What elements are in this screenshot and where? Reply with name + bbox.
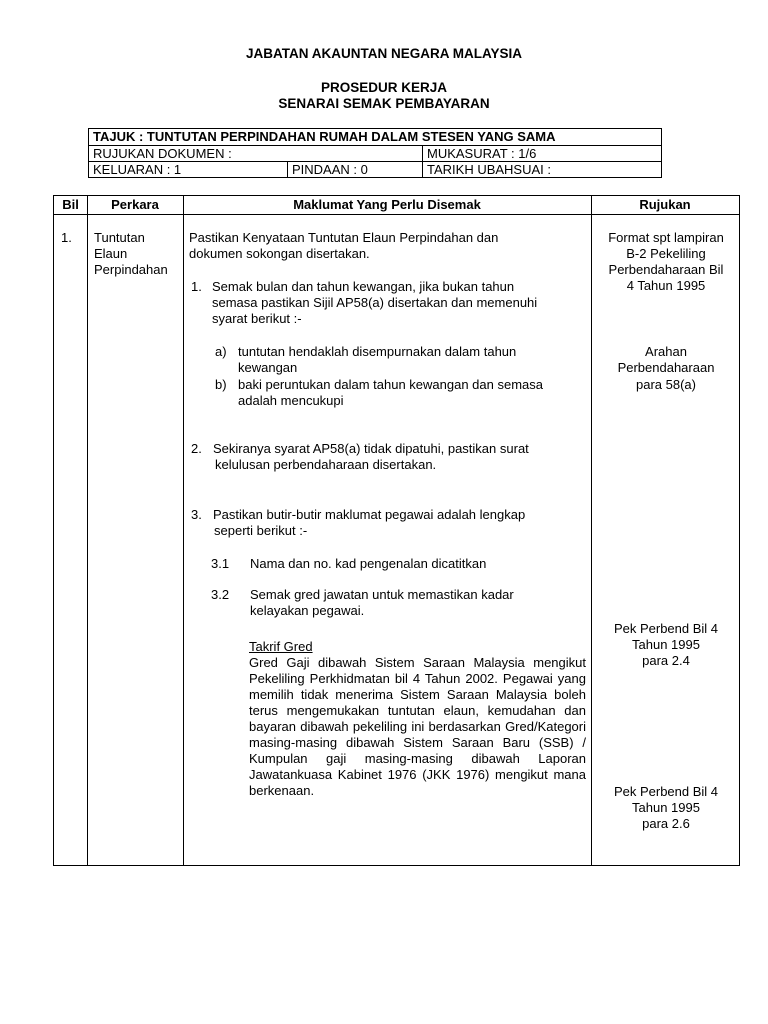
- header-rujukan: Rujukan: [639, 197, 691, 212]
- checklist-table: [53, 195, 740, 866]
- sub-item-line: Semak gred jawatan untuk memastikan kadar: [250, 587, 514, 602]
- rujukan-line: B-2 Pekeliling: [626, 246, 706, 261]
- perkara-line: Elaun: [94, 246, 128, 261]
- row-number: 1.: [61, 230, 72, 245]
- info-row-keluaran: [89, 161, 661, 177]
- mukasurat-cell: MUKASURAT : 1/6: [422, 146, 661, 161]
- item-number: 3.: [191, 507, 202, 522]
- rujukan-line: Tahun 1995: [632, 637, 700, 652]
- perkara-line: Perpindahan: [94, 262, 168, 277]
- rujukan-line: Perbendaharaan Bil: [608, 262, 724, 277]
- organization-title: JABATAN AKAUNTAN NEGARA MALAYSIA: [246, 46, 522, 61]
- sub-item-number: 3.1: [211, 556, 230, 571]
- sub-item-line: baki peruntukan dalam tahun kewangan dan semasa: [238, 377, 543, 392]
- rujukan-line: Pek Perbend Bil 4: [613, 621, 719, 636]
- header-perkara: Perkara: [111, 197, 159, 212]
- procedure-title: PROSEDUR KERJA: [320, 80, 448, 95]
- column-divider: [183, 196, 184, 865]
- takrif-gred-paragraph: Gred Gaji dibawah Sistem Saraan Malaysia mengikut Pekeliling Perkhidmatan bil 4 Tahun 2002. Pegawai yang memilih tidak menerima Sistem Saraan Malaysia boleh terus mengemukakan tuntutan elaun, kemudahan dan bayaran dibawah pekeliling ini berdasarkan Gred/Kategori masing-masing dibawah Sistem Saraan Baru (SSB) / Kumpulan gaji masing-masing dibawah Laporan Jawatankuasa Kabinet 1976 (JKK 1976) mengikut mana berkenaan.: [249, 655, 586, 798]
- item-line: semasa pastikan Sijil AP58(a) disertakan dan memenuhi: [212, 295, 538, 310]
- sub-item-line: tuntutan hendaklah disempurnakan dalam tahun: [238, 344, 517, 359]
- rujukan-line: Tahun 1995: [632, 800, 700, 815]
- tarikh-ubahsuai-cell: TARIKH UBAHSUAI :: [422, 162, 661, 177]
- perkara-line: Tuntutan: [94, 230, 145, 245]
- column-divider: [87, 196, 88, 865]
- column-divider: [591, 196, 592, 865]
- rujukan-dokumen-cell: RUJUKAN DOKUMEN :: [93, 146, 232, 161]
- item-line: seperti berikut :-: [214, 523, 308, 538]
- item-line: kelulusan perbendaharaan disertakan.: [215, 457, 437, 472]
- sub-item-number: 3.2: [211, 587, 230, 602]
- item-number: 1.: [191, 279, 202, 294]
- item-line: syarat berikut :-: [212, 311, 302, 326]
- item-line: Semak bulan dan tahun kewangan, jika bukan tahun: [212, 279, 515, 294]
- rujukan-line: Format spt lampiran: [608, 230, 724, 245]
- sub-item-line: kelayakan pegawai.: [250, 603, 365, 618]
- sub-item-label: b): [215, 377, 227, 392]
- tajuk-cell: TAJUK : TUNTUTAN PERPINDAHAN RUMAH DALAM STESEN YANG SAMA: [93, 129, 556, 144]
- sub-item-line: Nama dan no. kad pengenalan dicatitkan: [250, 556, 487, 571]
- sub-item-line: kewangan: [238, 360, 298, 375]
- sub-item-label: a): [215, 344, 227, 359]
- rujukan-line: Arahan: [645, 344, 687, 359]
- header-bil: Bil: [62, 197, 79, 212]
- info-row-tajuk: [89, 129, 661, 145]
- rujukan-line: para 58(a): [636, 377, 696, 392]
- item-number: 2.: [191, 441, 202, 456]
- header-divider: [54, 214, 739, 215]
- document-info-table: [88, 128, 662, 178]
- header-maklumat: Maklumat Yang Perlu Disemak: [293, 197, 481, 212]
- sub-item-line: adalah mencukupi: [238, 393, 344, 408]
- pindaan-cell: PINDAAN : 0: [287, 162, 422, 177]
- item-line: Sekiranya syarat AP58(a) tidak dipatuhi, pastikan surat: [213, 441, 529, 456]
- intro-line: Pastikan Kenyataan Tuntutan Elaun Perpindahan dan: [189, 230, 499, 245]
- item-line: Pastikan butir-butir maklumat pegawai adalah lengkap: [213, 507, 526, 522]
- rujukan-line: Perbendaharaan: [617, 360, 715, 375]
- info-row-rujukan: [89, 145, 661, 161]
- rujukan-line: para 2.6: [642, 816, 690, 831]
- intro-line: dokumen sokongan disertakan.: [189, 246, 370, 261]
- rujukan-line: Pek Perbend Bil 4: [613, 784, 719, 799]
- checklist-title: SENARAI SEMAK PEMBAYARAN: [278, 96, 490, 111]
- keluaran-cell: KELUARAN : 1: [93, 162, 182, 177]
- rujukan-line: para 2.4: [642, 653, 690, 668]
- takrif-gred-heading: Takrif Gred: [249, 639, 313, 654]
- rujukan-line: 4 Tahun 1995: [626, 278, 706, 293]
